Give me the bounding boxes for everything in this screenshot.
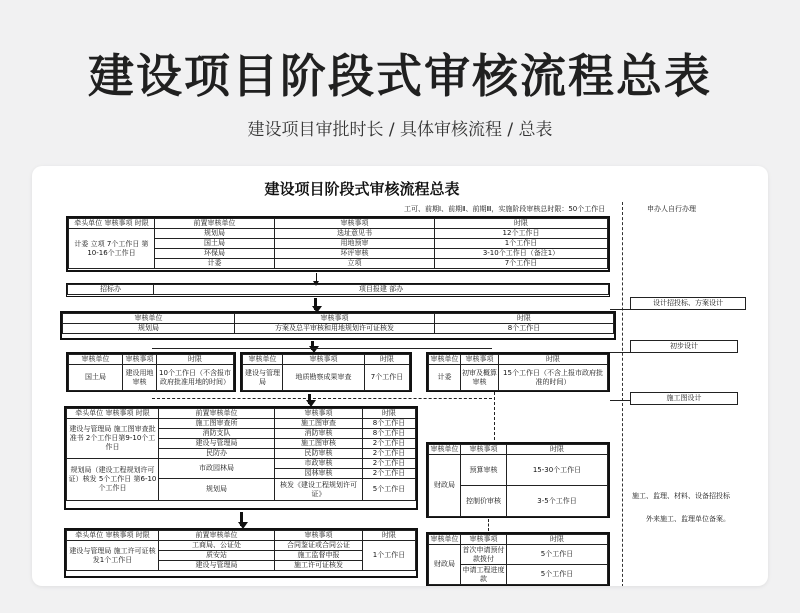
cell: 园林审核: [275, 469, 363, 479]
arrow: [308, 394, 311, 404]
cell: 建设与管理局: [159, 439, 275, 449]
side-step-bidding: 施工、监理、材料、设备招投标: [632, 492, 730, 500]
cell: 2个工作日: [363, 459, 416, 469]
cell: 施工监督申报: [275, 551, 363, 561]
col-item: 审核事项: [275, 219, 435, 229]
col-pre-unit: 前置审核单位: [159, 409, 275, 419]
stage-block-project-approval: [66, 216, 610, 272]
connector: [610, 400, 630, 401]
stage-block-bidding-office: [66, 283, 610, 297]
flow-document: [32, 166, 768, 586]
side-step-design-bidding: 设计招投标、方案设计: [630, 297, 746, 310]
stage-block-geology: [240, 352, 412, 392]
side-step-construction-drawing: 施工图设计: [630, 392, 738, 405]
cell: 建设与管理局: [243, 365, 283, 391]
stage-block-planning: [60, 311, 616, 340]
cell: 施工图审查: [275, 419, 363, 429]
cell: 规划局: [159, 479, 275, 501]
cell: 用地预审: [275, 239, 435, 249]
col-time: 时限: [435, 219, 608, 229]
col-item: 审核事项: [461, 535, 507, 545]
cell: 10个工作日（不含报市政府批准用地的时间）: [157, 365, 234, 391]
cell: 工商局、公证处: [159, 541, 275, 551]
cell: 国土局: [155, 239, 275, 249]
cell: 初审及概算审核: [461, 365, 499, 391]
col-time: 时限: [507, 445, 608, 455]
stage-block-budget-review: [426, 352, 610, 392]
cell: 2个工作日: [363, 469, 416, 479]
cell: 计委: [155, 259, 275, 269]
lead-cell: 建设与管理局 施工图审查批准书 2个工作日第9-10个工作日: [67, 419, 159, 459]
col-time: 时限: [157, 355, 234, 365]
cell: 核发《建设工程规划许可证》: [275, 479, 363, 501]
cell: 项目报建 部办: [154, 285, 609, 295]
cell: 地质勘察成果审查: [283, 365, 365, 391]
cell: 规划局: [155, 229, 275, 239]
doc-self-handled-header: 申办人自行办理: [647, 205, 696, 213]
lead-cell: 建设与管理局 施工许可证核发1个工作日: [67, 541, 159, 571]
connector: [152, 398, 492, 399]
col-time: 时限: [363, 409, 416, 419]
arrow: [240, 512, 243, 526]
cell: 首次申请预付款拨付: [462, 545, 505, 563]
lead-cell: 财政局: [429, 455, 461, 517]
side-step-preliminary-design: 初步设计: [630, 340, 738, 353]
cell: 选址意见书: [275, 229, 435, 239]
connector: [488, 519, 489, 531]
cell: 市政审核: [275, 459, 363, 469]
hero-subtitle: 建设项目审批时长 / 具体审核流程 / 总表: [247, 120, 553, 140]
cell: 施工图审核: [275, 439, 363, 449]
cell: 预算审核: [461, 455, 507, 486]
cell: 3-10个工作日（备注1）: [435, 249, 608, 259]
side-step-registration: 外来施工、监理单位备案。: [646, 515, 730, 523]
col-unit: 审核单位: [430, 535, 459, 543]
cell: 15-30个工作日: [507, 455, 608, 486]
cell: 计委: [429, 365, 461, 391]
lead-cell: 财政局: [429, 545, 461, 585]
cell: 控制价审核: [461, 486, 507, 517]
col-pre-unit: 前置审核单位: [155, 219, 275, 229]
cell: 施工许可证核发: [275, 561, 363, 571]
connector: [152, 348, 492, 349]
arrow: [316, 273, 317, 283]
col-time: 时限: [365, 355, 410, 365]
col-item: 审核事项: [275, 531, 363, 541]
cell: 7个工作日: [435, 259, 608, 269]
col-lead: 牵头单位 审核事项 时限: [67, 409, 159, 419]
cell: 立项: [275, 259, 435, 269]
col-unit: 审核单位: [69, 355, 123, 365]
cell: 规划局: [63, 324, 235, 334]
stage-block-construction-drawing: [64, 406, 418, 510]
col-time: 时限: [435, 314, 614, 324]
cell: 3-5个工作日: [507, 486, 608, 517]
cell: 15个工作日（不含上报市政府批准的时间）: [499, 365, 608, 391]
cell: 8个工作日: [363, 419, 416, 429]
cell: 施工图审查所: [159, 419, 275, 429]
column-divider: [622, 202, 623, 586]
cell: 1个工作日: [363, 541, 416, 571]
lead-cell: 计委 立项 7个工作日 第10-16个工作日: [69, 229, 155, 269]
cell: 7个工作日: [365, 365, 410, 391]
cell: 民防审核: [275, 449, 363, 459]
cell: 8个工作日: [435, 324, 614, 334]
col-unit: 审核单位: [430, 445, 459, 453]
cell: 1个工作日: [435, 239, 608, 249]
col-lead: 牵头单位 审核事项 时限: [67, 531, 159, 541]
stage-block-construction-permit: [64, 528, 418, 578]
cell: 环评审核: [275, 249, 435, 259]
stage-block-finance-payment: [426, 532, 610, 586]
col-time: 时限: [507, 535, 608, 545]
col-unit: 审核单位: [243, 355, 283, 365]
cell: 5个工作日: [363, 479, 416, 501]
doc-title: 建设项目阶段式审核流程总表: [264, 180, 460, 198]
col-unit: 审核单位: [63, 314, 235, 324]
cell: 消防支队: [159, 429, 275, 439]
col-item: 审核事项: [461, 355, 499, 365]
cell: 12个工作日: [435, 229, 608, 239]
cell: 5个工作日: [507, 565, 608, 585]
cell: 质安站: [159, 551, 275, 561]
col-item: 审核事项: [235, 314, 435, 324]
lead-cell: 规划局（建设工程规划许可证）核发 5个工作日 第6-10个工作日: [67, 459, 159, 501]
col-item: 审核事项: [461, 445, 507, 455]
col-time: 时限: [363, 531, 416, 541]
cell: 招标办: [68, 285, 154, 295]
cell: 民防办: [159, 449, 275, 459]
connector: [610, 352, 630, 353]
stage-block-land: [66, 352, 236, 392]
connector: [494, 392, 495, 440]
col-item: 审核事项: [283, 355, 365, 365]
cell: 建设与管理局: [159, 561, 275, 571]
col-item: 审核事项: [275, 409, 363, 419]
cell: 环保局: [155, 249, 275, 259]
connector: [610, 309, 630, 310]
cell: 申请工程进度款: [462, 565, 505, 583]
col-item: 审核事项: [123, 355, 157, 365]
doc-time-note: 工可、前期Ⅰ、前期Ⅱ、前期Ⅲ，实施阶段审核总时限：50个工作日: [404, 205, 606, 213]
col-lead: 牵头单位 审核事项 时限: [69, 219, 155, 229]
col-unit: 审核单位: [430, 355, 459, 363]
cell: 2个工作日: [363, 439, 416, 449]
col-pre-unit: 前置审核单位: [159, 531, 275, 541]
cell: 国土局: [69, 365, 123, 391]
col-time: 时限: [499, 355, 608, 365]
cell: 8个工作日: [363, 429, 416, 439]
arrow: [314, 298, 317, 310]
stage-block-finance-budget: [426, 442, 610, 518]
cell: 消防审核: [275, 429, 363, 439]
document-card: [32, 166, 768, 586]
hero-title: 建设项目阶段式审核流程总表: [88, 49, 712, 103]
cell: 2个工作日: [363, 449, 416, 459]
cell: 5个工作日: [507, 545, 608, 565]
cell: 方案及总平审核和用地规划许可证核发: [235, 324, 435, 334]
cell: 合同鉴证或合同公证: [275, 541, 363, 551]
cell: 市政园林局: [159, 459, 275, 479]
cell: 建设用地审核: [123, 365, 157, 391]
